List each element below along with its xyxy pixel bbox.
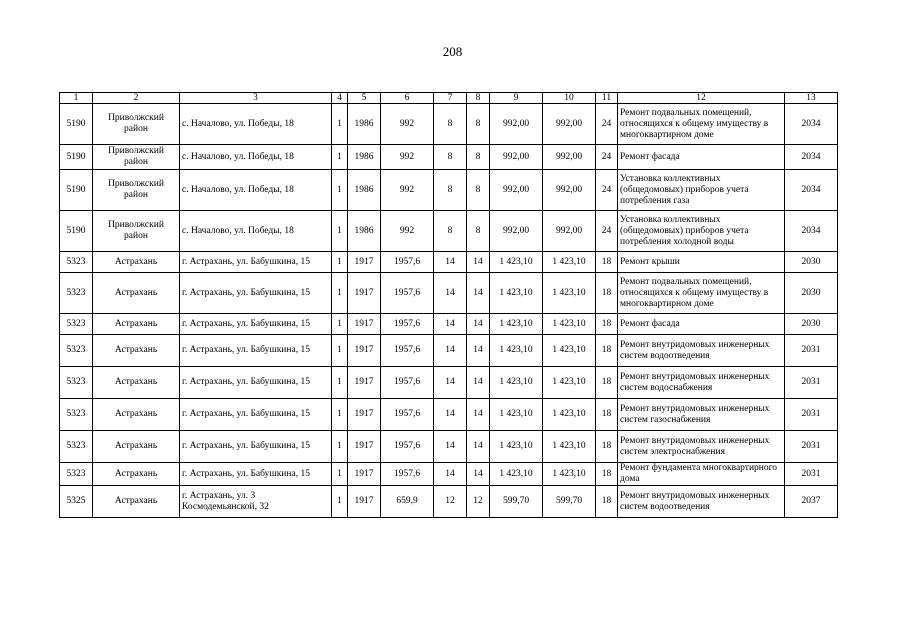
- cell-col8: 14: [467, 399, 490, 431]
- work-type-cell: Ремонт внутридомовых инженерных систем электроснабжения: [618, 431, 785, 463]
- cell-col11: 18: [596, 486, 618, 518]
- house-id-cell: 5190: [60, 170, 93, 211]
- cell-col8: 8: [467, 145, 490, 170]
- cell-col11: 18: [596, 367, 618, 399]
- cell-col9: 992,00: [490, 211, 543, 252]
- district-cell: Астрахань: [93, 252, 180, 273]
- area-cell: 1957,6: [381, 273, 434, 314]
- cell-col4: 1: [332, 211, 348, 252]
- house-id-cell: 5323: [60, 252, 93, 273]
- district-cell: Астрахань: [93, 463, 180, 486]
- cell-col7: 8: [434, 211, 467, 252]
- cell-col10: 1 423,10: [543, 335, 596, 367]
- cell-col11: 18: [596, 252, 618, 273]
- cell-col7: 14: [434, 367, 467, 399]
- district-cell: Астрахань: [93, 314, 180, 335]
- cell-col7: 14: [434, 273, 467, 314]
- table-row: [60, 314, 838, 335]
- address-cell: с. Началово, ул. Победы, 18: [180, 104, 332, 145]
- house-id-cell: 5325: [60, 486, 93, 518]
- planned-year-cell: 2034: [785, 211, 838, 252]
- area-cell: 1957,6: [381, 431, 434, 463]
- district-cell: Астрахань: [93, 431, 180, 463]
- cell-col10: 1 423,10: [543, 252, 596, 273]
- work-type-cell: Ремонт фундамента многоквартирного дома: [618, 463, 785, 486]
- house-id-cell: 5323: [60, 367, 93, 399]
- cell-col10: 1 423,10: [543, 463, 596, 486]
- cell-col4: 1: [332, 431, 348, 463]
- area-cell: 992: [381, 145, 434, 170]
- address-cell: г. Астрахань, ул. Бабушкина, 15: [180, 273, 332, 314]
- cell-col9: 992,00: [490, 104, 543, 145]
- planned-year-cell: 2030: [785, 252, 838, 273]
- table-row: [60, 335, 838, 367]
- cell-col10: 992,00: [543, 145, 596, 170]
- cell-col7: 8: [434, 104, 467, 145]
- cell-col7: 14: [434, 399, 467, 431]
- cell-col11: 18: [596, 314, 618, 335]
- cell-col7: 8: [434, 170, 467, 211]
- cell-col10: 1 423,10: [543, 431, 596, 463]
- column-header: 6: [381, 93, 434, 104]
- cell-col9: 992,00: [490, 145, 543, 170]
- cell-col8: 14: [467, 314, 490, 335]
- cell-col10: 1 423,10: [543, 314, 596, 335]
- cell-col11: 24: [596, 145, 618, 170]
- cell-col11: 18: [596, 463, 618, 486]
- cell-col10: 599,70: [543, 486, 596, 518]
- cell-col10: 992,00: [543, 170, 596, 211]
- house-id-cell: 5323: [60, 463, 93, 486]
- cell-col8: 14: [467, 252, 490, 273]
- column-header: 11: [596, 93, 618, 104]
- column-header: 3: [180, 93, 332, 104]
- cell-col8: 14: [467, 335, 490, 367]
- cell-col8: 14: [467, 431, 490, 463]
- year-cell: 1986: [348, 145, 381, 170]
- address-cell: с. Началово, ул. Победы, 18: [180, 145, 332, 170]
- cell-col11: 18: [596, 335, 618, 367]
- year-cell: 1917: [348, 314, 381, 335]
- cell-col11: 18: [596, 399, 618, 431]
- cell-col4: 1: [332, 486, 348, 518]
- house-id-cell: 5190: [60, 104, 93, 145]
- address-cell: г. Астрахань, ул. Бабушкина, 15: [180, 367, 332, 399]
- cell-col4: 1: [332, 170, 348, 211]
- cell-col4: 1: [332, 104, 348, 145]
- cell-col4: 1: [332, 273, 348, 314]
- cell-col7: 12: [434, 486, 467, 518]
- cell-col9: 1 423,10: [490, 431, 543, 463]
- year-cell: 1986: [348, 211, 381, 252]
- cell-col4: 1: [332, 399, 348, 431]
- area-cell: 1957,6: [381, 463, 434, 486]
- work-type-cell: Установка коллективных (общедомовых) приборов учета потребления холодной воды: [618, 211, 785, 252]
- table-row: [60, 399, 838, 431]
- year-cell: 1917: [348, 463, 381, 486]
- planned-year-cell: 2031: [785, 431, 838, 463]
- cell-col9: 992,00: [490, 170, 543, 211]
- district-cell: Астрахань: [93, 335, 180, 367]
- district-cell: Астрахань: [93, 367, 180, 399]
- planned-year-cell: 2030: [785, 273, 838, 314]
- work-type-cell: Установка коллективных (общедомовых) приборов учета потребления газа: [618, 170, 785, 211]
- cell-col11: 24: [596, 104, 618, 145]
- work-type-cell: Ремонт подвальных помещений, относящихся к общему имуществу в многоквартирном доме: [618, 273, 785, 314]
- table-row: [60, 486, 838, 518]
- area-cell: 1957,6: [381, 399, 434, 431]
- cell-col9: 1 423,10: [490, 463, 543, 486]
- table-row: [60, 431, 838, 463]
- district-cell: Приволжский район: [93, 104, 180, 145]
- year-cell: 1917: [348, 367, 381, 399]
- cell-col7: 14: [434, 314, 467, 335]
- year-cell: 1986: [348, 170, 381, 211]
- cell-col9: 1 423,10: [490, 273, 543, 314]
- cell-col4: 1: [332, 335, 348, 367]
- address-cell: с. Началово, ул. Победы, 18: [180, 211, 332, 252]
- cell-col10: 1 423,10: [543, 367, 596, 399]
- cell-col11: 18: [596, 431, 618, 463]
- work-type-cell: Ремонт внутридомовых инженерных систем газоснабжения: [618, 399, 785, 431]
- table-row: [60, 170, 838, 211]
- planned-year-cell: 2031: [785, 399, 838, 431]
- district-cell: Астрахань: [93, 399, 180, 431]
- cell-col4: 1: [332, 145, 348, 170]
- planned-year-cell: 2031: [785, 335, 838, 367]
- address-cell: г. Астрахань, ул. Бабушкина, 15: [180, 399, 332, 431]
- address-cell: г. Астрахань, ул. Бабушкина, 15: [180, 335, 332, 367]
- cell-col11: 24: [596, 170, 618, 211]
- cell-col11: 18: [596, 273, 618, 314]
- cell-col8: 14: [467, 463, 490, 486]
- year-cell: 1986: [348, 104, 381, 145]
- cell-col4: 1: [332, 463, 348, 486]
- column-header: 10: [543, 93, 596, 104]
- cell-col4: 1: [332, 252, 348, 273]
- cell-col10: 992,00: [543, 211, 596, 252]
- cell-col8: 8: [467, 211, 490, 252]
- house-id-cell: 5323: [60, 314, 93, 335]
- district-cell: Астрахань: [93, 273, 180, 314]
- area-cell: 992: [381, 104, 434, 145]
- column-header: 7: [434, 93, 467, 104]
- table-row: [60, 211, 838, 252]
- address-cell: г. Астрахань, ул. Бабушкина, 15: [180, 314, 332, 335]
- district-cell: Астрахань: [93, 486, 180, 518]
- address-cell: с. Началово, ул. Победы, 18: [180, 170, 332, 211]
- planned-year-cell: 2034: [785, 145, 838, 170]
- house-id-cell: 5190: [60, 145, 93, 170]
- cell-col9: 1 423,10: [490, 252, 543, 273]
- cell-col8: 8: [467, 170, 490, 211]
- table-row: [60, 252, 838, 273]
- address-cell: г. Астрахань, ул. 3 Космодемьянской, 32: [180, 486, 332, 518]
- year-cell: 1917: [348, 252, 381, 273]
- cell-col10: 1 423,10: [543, 399, 596, 431]
- cell-col8: 14: [467, 367, 490, 399]
- work-type-cell: Ремонт фасада: [618, 314, 785, 335]
- address-cell: г. Астрахань, ул. Бабушкина, 15: [180, 463, 332, 486]
- cell-col7: 14: [434, 431, 467, 463]
- page-number: 208: [442, 44, 463, 59]
- column-header: 2: [93, 93, 180, 104]
- district-cell: Приволжский район: [93, 170, 180, 211]
- column-header: 13: [785, 93, 838, 104]
- work-type-cell: Ремонт внутридомовых инженерных систем водоотведения: [618, 335, 785, 367]
- cell-col9: 1 423,10: [490, 367, 543, 399]
- area-cell: 659,9: [381, 486, 434, 518]
- cell-col7: 14: [434, 463, 467, 486]
- year-cell: 1917: [348, 431, 381, 463]
- planned-year-cell: 2031: [785, 367, 838, 399]
- house-id-cell: 5190: [60, 211, 93, 252]
- district-cell: Приволжский район: [93, 145, 180, 170]
- cell-col10: 992,00: [543, 104, 596, 145]
- table-row: [60, 273, 838, 314]
- address-cell: г. Астрахань, ул. Бабушкина, 15: [180, 252, 332, 273]
- column-header: 1: [60, 93, 93, 104]
- cell-col11: 24: [596, 211, 618, 252]
- cell-col7: 14: [434, 252, 467, 273]
- work-type-cell: Ремонт крыши: [618, 252, 785, 273]
- cell-col9: 1 423,10: [490, 335, 543, 367]
- year-cell: 1917: [348, 335, 381, 367]
- column-header: 4: [332, 93, 348, 104]
- column-header: 5: [348, 93, 381, 104]
- cell-col7: 14: [434, 335, 467, 367]
- cell-col9: 1 423,10: [490, 314, 543, 335]
- area-cell: 1957,6: [381, 252, 434, 273]
- cell-col4: 1: [332, 367, 348, 399]
- planned-year-cell: 2037: [785, 486, 838, 518]
- table-row: [60, 463, 838, 486]
- district-cell: Приволжский район: [93, 211, 180, 252]
- cell-col8: 14: [467, 273, 490, 314]
- work-type-cell: Ремонт подвальных помещений, относящихся к общему имуществу в многоквартирном доме: [618, 104, 785, 145]
- house-id-cell: 5323: [60, 273, 93, 314]
- table-row: [60, 367, 838, 399]
- cell-col9: 1 423,10: [490, 399, 543, 431]
- cell-col7: 8: [434, 145, 467, 170]
- planned-year-cell: 2030: [785, 314, 838, 335]
- column-header: 12: [618, 93, 785, 104]
- cell-col4: 1: [332, 314, 348, 335]
- header-row: [60, 93, 838, 104]
- house-id-cell: 5323: [60, 335, 93, 367]
- year-cell: 1917: [348, 486, 381, 518]
- column-header: 9: [490, 93, 543, 104]
- area-cell: 992: [381, 211, 434, 252]
- table-row: [60, 104, 838, 145]
- area-cell: 1957,6: [381, 367, 434, 399]
- cell-col9: 599,70: [490, 486, 543, 518]
- registry-table: [59, 92, 838, 518]
- planned-year-cell: 2031: [785, 463, 838, 486]
- work-type-cell: Ремонт внутридомовых инженерных систем водоотведения: [618, 486, 785, 518]
- house-id-cell: 5323: [60, 431, 93, 463]
- cell-col8: 12: [467, 486, 490, 518]
- column-header: 8: [467, 93, 490, 104]
- table-row: [60, 145, 838, 170]
- cell-col8: 8: [467, 104, 490, 145]
- address-cell: г. Астрахань, ул. Бабушкина, 15: [180, 431, 332, 463]
- planned-year-cell: 2034: [785, 170, 838, 211]
- area-cell: 1957,6: [381, 314, 434, 335]
- work-type-cell: Ремонт внутридомовых инженерных систем водоснабжения: [618, 367, 785, 399]
- house-id-cell: 5323: [60, 399, 93, 431]
- planned-year-cell: 2034: [785, 104, 838, 145]
- area-cell: 992: [381, 170, 434, 211]
- cell-col10: 1 423,10: [543, 273, 596, 314]
- work-type-cell: Ремонт фасада: [618, 145, 785, 170]
- year-cell: 1917: [348, 399, 381, 431]
- area-cell: 1957,6: [381, 335, 434, 367]
- year-cell: 1917: [348, 273, 381, 314]
